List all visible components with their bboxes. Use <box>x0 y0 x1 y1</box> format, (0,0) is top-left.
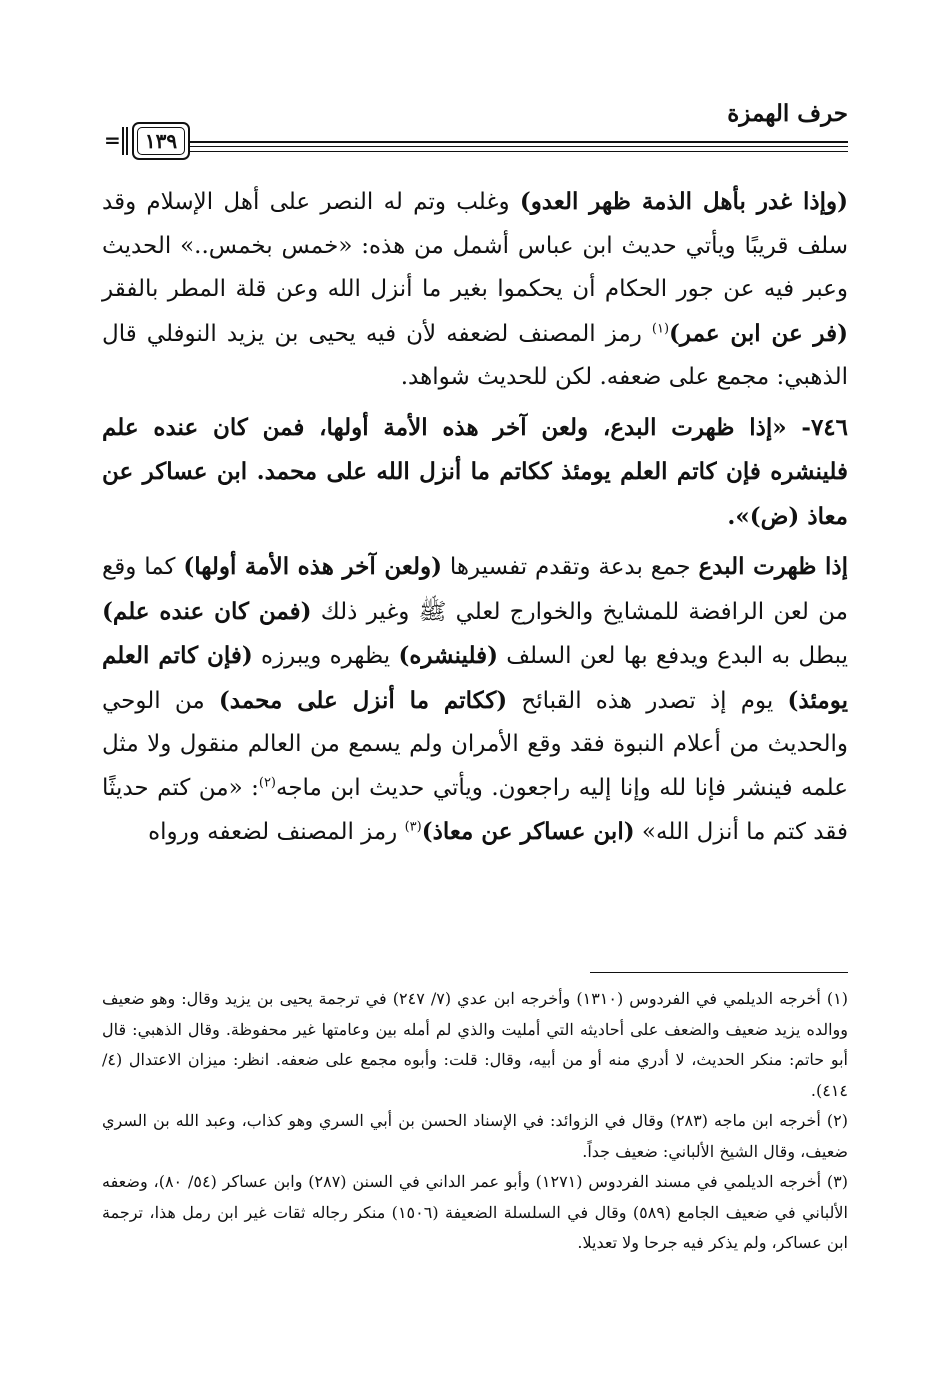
page-number-box <box>132 122 190 160</box>
footnote-3: (٣) أخرجه الديلمي في مسند الفردوس (١٢٧١) وأبو عمر الداني في السنن (٢٨٧) وابن عساكر (٥٤/ ٨٠)، وضعفه الألباني في ضعيف الجامع (٥٨٩) وقال في السلسلة الضعيفة (١٥٠٦) منكر رجاله ثقات غير ابن رمل هذا، ترجمة ابن عساكر، ولم يذكر فيه جرحا ولا تعديلا. <box>102 1172 849 1252</box>
running-head: حرف الهمزة <box>727 100 848 127</box>
quoted-phrase: (فلينشره) <box>398 642 498 669</box>
quoted-phrase: (فمن كان عنده علم) <box>102 597 312 625</box>
commentary-paragraph <box>102 545 848 855</box>
text-run: رمز المصنف لضعفه لأن فيه يحيى بن يزيد النوفلي قال الذهبي: مجمع على ضعفه. لكن للحديث شواهد. <box>102 320 848 390</box>
main-text <box>102 180 848 855</box>
text-run: : «من كتم حديثًا فقد كتم ما أنزل الله» <box>102 774 848 845</box>
header-rule-line <box>190 146 848 147</box>
footnote-separator <box>590 972 848 973</box>
text-run: يظهره ويبرزه <box>252 643 399 669</box>
footnote-ref: (٣) <box>404 819 422 835</box>
text-run: كما وقع من لعن الرافضة للمشايخ والخوارج لعلي ﷺ وغير ذلك <box>102 554 848 625</box>
quoted-phrase: (فإن كاتم العلم يومئذ) <box>102 642 848 714</box>
text-run: وغلب وتم له النصر على أهل الإسلام وقد سلف قريبًا ويأتي حديث ابن عباس أشمل من هذه: «خمس بخمس..» الحديث وعبر فيه عن جور الحكام أن يحكموا بغير ما أنزل الله وعن قلة المطر بالفقر <box>102 189 848 302</box>
text-run: يبطل به البدع ويدفع بها لعن السلف <box>497 643 849 669</box>
text-run: يوم إذ تصدر هذه القبائح <box>507 687 788 714</box>
footnote-ref: (١) <box>651 320 670 336</box>
header-rule-line <box>190 141 848 143</box>
footnotes <box>102 984 848 1259</box>
quoted-phrase: (وإذا غدر بأهل الذمة ظهر العدو) <box>519 188 848 215</box>
hadith-text: ٧٤٦- «إذا ظهرت البدع، ولعن آخر هذه الأمة أولها، فمن كان عنده علم فلينشره فإن كاتم العلم يومئذ ككاتم ما أنزل الله على محمد. ابن عساكر عن معاذ (ض)». <box>102 413 848 530</box>
ornament-mark: = <box>104 128 121 152</box>
quoted-phrase: إذا ظهرت البدع <box>698 553 848 580</box>
footnote-2: (٢) أخرجه ابن ماجه (٢٨٣) وقال في الزوائد: في الإسناد الحسن بن أبي السري وهو كذاب، وعبد الله بن السري ضعيف، وقال الشيخ الألباني: ضعيف جداً. <box>102 1111 849 1161</box>
text-run: رمز المصنف لضعفه ورواه <box>148 819 405 845</box>
header-rule <box>190 140 848 154</box>
header-rule-line <box>190 151 848 152</box>
quoted-phrase: (فر عن ابن عمر) <box>669 319 848 347</box>
hadith-paragraph <box>102 406 848 540</box>
text-run: جمع بدعة وتقدم تفسيرها <box>441 554 699 580</box>
quoted-phrase: (ككاتم ما أنزل على محمد) <box>218 686 508 714</box>
commentary-paragraph <box>102 180 848 400</box>
text-run: من الوحي والحديث من أعلام النبوة فقد وقع الأمران ولم يسمع من العالم منقول ولا مثل علمه فينشر فإنا لله وإنا إليه راجعون. ويأتي حديث ابن ماجه <box>102 687 848 801</box>
footnote-1: (١) أخرجه الديلمي في الفردوس (١٣١٠) وأخرجه ابن عدي (٧/ ٢٤٧) في ترجمة يحيى بن يزيد وقال: وهو ضعيف ووالده يزيد ضعيف والضعف على أحاديثه التي أمليت والذي لم أمله بين وعامتها غير محفوظة. وقال الذهبي: قال أبو حاتم: منكر الحديث، لا أدري منه أو من أبيه، وقال: قلت: وأبوه مجمع على ضعفه. انظر: ميزان الاعتدال (٤/ ٤١٤). <box>102 989 849 1100</box>
footnote-ref: (٢) <box>258 774 276 790</box>
quoted-phrase: (ولعن آخر هذه الأمة أولها) <box>183 553 442 580</box>
ornament-bars <box>122 127 130 155</box>
page-number: ١٣٩ <box>144 129 178 153</box>
quoted-phrase: (ابن عساكر عن معاذ) <box>421 818 635 845</box>
